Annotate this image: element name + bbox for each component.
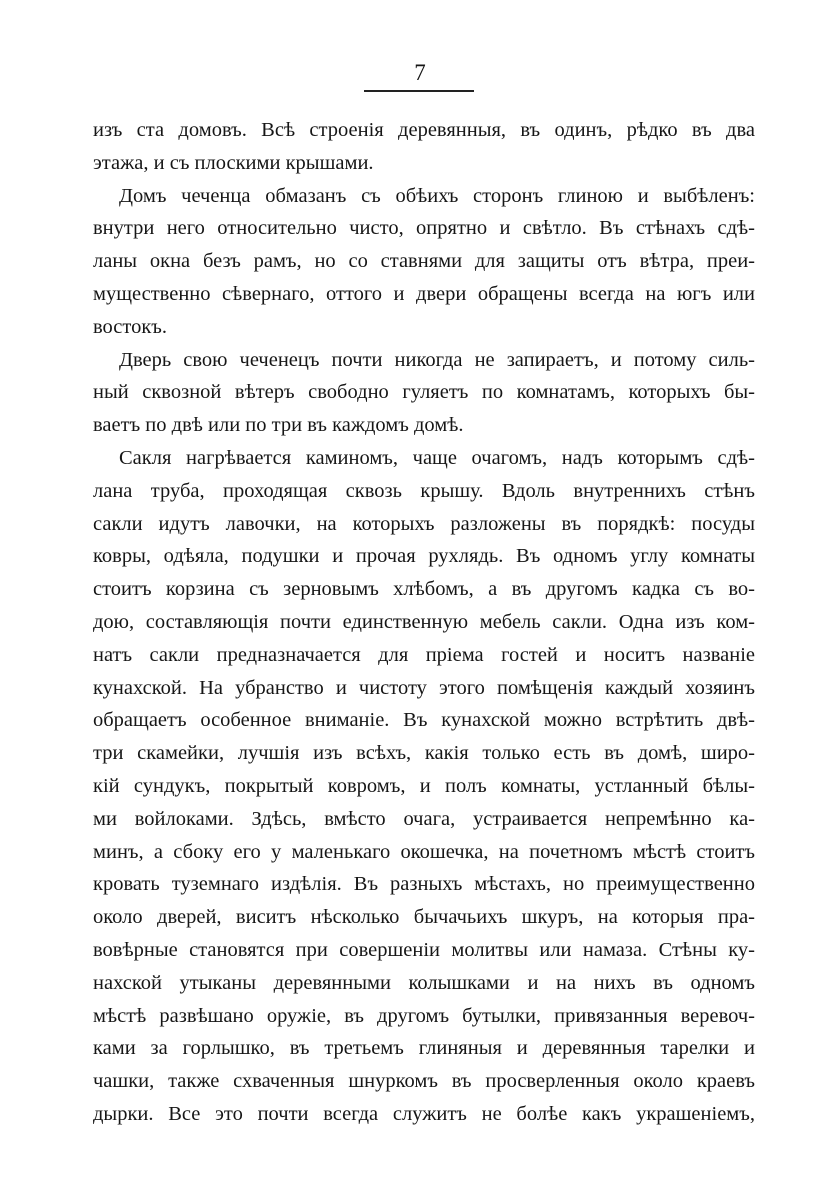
page-number: 7 [414,60,426,85]
text-line: вовѣрные становятся при совершеніи молитвы или намаза. Стѣны ку- [93,938,755,961]
text-line: изъ ста домовъ. Всѣ строенія деревянныя, въ одинъ, рѣдко въ два [93,119,755,141]
text-line: этажа, и съ плоскими крышами. [93,151,374,174]
text-line: кровать туземнаго издѣлія. Въ разныхъ мѣстахъ, но преимущественно [93,873,755,896]
body-text [93,114,755,1131]
text-line: чашки, также схваченныя шнуркомъ въ просверленныя около краевъ [93,1070,755,1093]
text-line: мущественно сѣвернаго, оттого и двери обращены всегда на югъ или [93,282,755,305]
text-line: ланы окна безъ рамъ, но со ставнями для защиты отъ вѣтра, преи- [93,250,755,273]
text-line: кій сундукъ, покрытый ковромъ, и полъ комнаты, устланный бѣлы- [93,774,755,797]
text-line: Домъ чеченца обмазанъ съ обѣихъ сторонъ глиною и выбѣленъ: [119,184,755,207]
text-line: Сакля нагрѣвается каминомъ, чаще очагомъ, надъ которымъ сдѣ- [119,446,755,469]
text-line: мѣстѣ развѣшано оружіе, въ другомъ бутылки, привязанныя веревоч- [93,1004,755,1027]
text-line: стоитъ корзина съ зерновымъ хлѣбомъ, а въ другомъ кадка съ во- [93,578,755,601]
text-line: кунахской. На убранство и чистоту этого помѣщенія каждый хозяинъ [93,676,755,699]
text-line: ваетъ по двѣ или по три въ каждомъ домѣ. [93,414,464,437]
text-line: Дверь свою чеченецъ почти никогда не запираетъ, и потому силь- [119,348,755,371]
text-line: сакли идутъ лавочки, на которыхъ разложены въ порядкѣ: посуды [93,512,755,535]
text-line: ный сквозной вѣтеръ свободно гуляетъ по комнатамъ, которыхъ бы- [93,381,755,404]
paragraph [93,344,755,442]
paragraph [93,442,755,1131]
text-line: нахской утыканы деревянными колышками и на нихъ въ одномъ [93,971,755,994]
header-rule-dashed [442,90,474,92]
text-line: дою, составляющія почти единственную мебель сакли. Одна изъ ком- [93,610,755,633]
page-header [0,58,840,98]
text-line: три скамейки, лучшія изъ всѣхъ, какія только есть въ домѣ, широ- [93,742,755,765]
text-line: востокъ. [93,315,168,338]
text-line: дырки. Все это почти всегда служитъ не болѣе какъ украшеніемъ, [93,1102,755,1125]
text-line: ковры, одѣяла, подушки и прочая рухлядь. Въ одномъ углу комнаты [93,545,755,568]
paragraph [93,114,755,180]
paragraph [93,180,755,344]
text-line: около дверей, виситъ нѣсколько бычачьихъ шкуръ, на которыя пра- [93,906,755,929]
text-line: минъ, а сбоку его у маленькаго окошечка, на почетномъ мѣстѣ стоитъ [93,840,755,863]
text-line: ми войлоками. Здѣсь, вмѣсто очага, устраивается непремѣнно ка- [93,807,755,830]
text-line: обращаетъ особенное вниманіе. Въ кунахской можно встрѣтить двѣ- [93,709,755,732]
text-line: натъ сакли предназначается для пріема гостей и носитъ названіе [93,643,755,666]
text-line: ками за горлышко, въ третьемъ глиняныя и деревянныя тарелки и [93,1037,755,1060]
text-line: лана труба, проходящая сквозь крышу. Вдоль внутреннихъ стѣнъ [93,479,755,502]
text-line: внутри него относительно чисто, опрятно и свѣтло. Въ стѣнахъ сдѣ- [93,217,755,240]
